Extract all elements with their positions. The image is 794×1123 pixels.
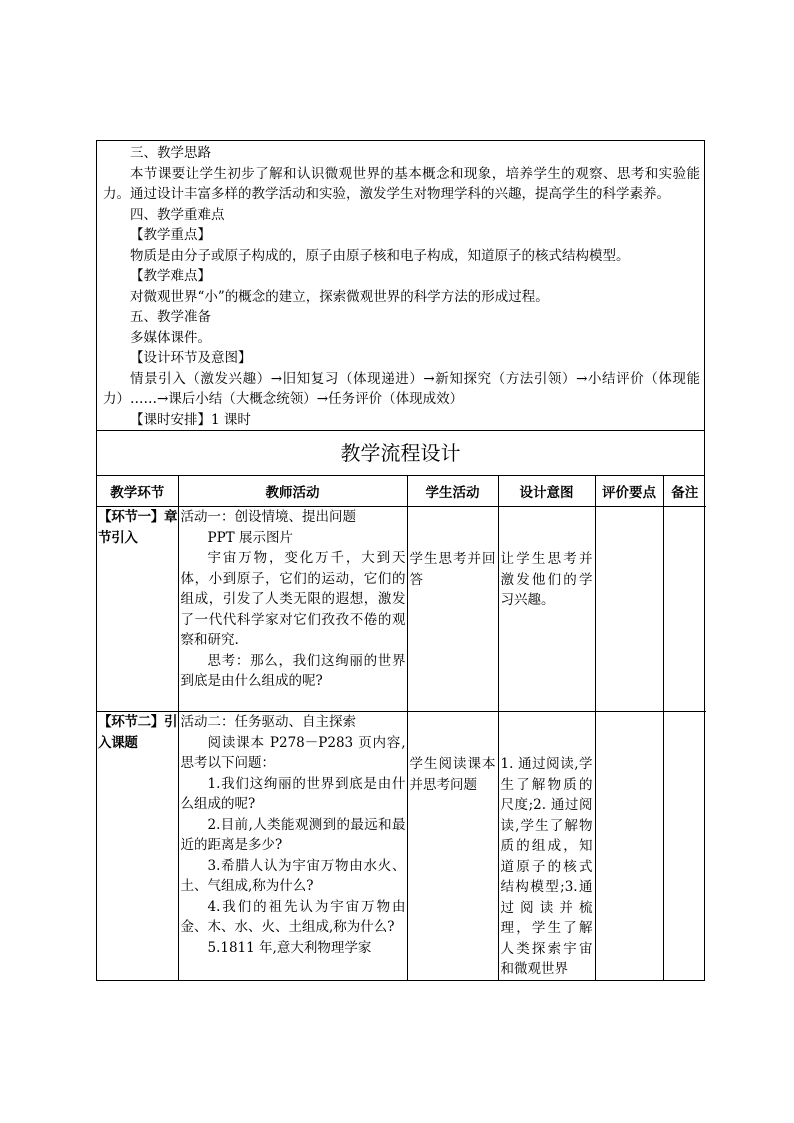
- teacher-activity-line: 2.目前,人类能观测到的最远和最近的距离是多少?: [180, 816, 406, 853]
- teacher-activity-line: 5.1811 年,意大利物理学家: [207, 939, 372, 956]
- cell-spacer: [410, 528, 496, 549]
- teacher-activity-line: 阅读课本 P278－P283 页内容,思考以下问题：: [180, 734, 406, 771]
- teaching-flow-table: [97, 476, 706, 980]
- design-intent-cell: [498, 507, 595, 712]
- design-intent-text: 1. 通过阅读,学生了解物质的尺度;2. 通过阅读,学生了解物质的组成，知道原子的核式结构模型;3.通过阅读并梳理，学生了解人类探索宇宙和微观世界: [500, 756, 593, 977]
- teacher-activity-line: PPT 展示图片: [207, 529, 293, 546]
- evaluation-points-cell: [595, 507, 663, 712]
- teacher-activity-line: 1.我们这绚丽的世界到底是由什么组成的呢?: [180, 775, 406, 812]
- lesson-plan-frame: [96, 140, 705, 981]
- design-intent-cell: [498, 712, 595, 980]
- teaching-approach-section: [97, 141, 704, 431]
- header-teacher-activity: 教师活动: [178, 476, 407, 507]
- intro-paragraph: 情景引入（激发兴趣）→旧知复习（体现递进）→新知探究（方法引领）→小结评价（体现能力）……→课后小结（大概念统领）→任务评价（体现成效）: [103, 370, 700, 407]
- teacher-activity-line: 活动一：创设情境、提出问题: [180, 509, 356, 525]
- header-evaluation-points: 评价要点: [595, 476, 663, 507]
- student-activity-text: 学生思考并回答: [409, 551, 496, 588]
- intro-paragraph: 【教学重点】: [130, 227, 211, 243]
- intro-paragraph: 四、教学重难点: [130, 206, 225, 223]
- student-activity-cell: [407, 712, 498, 980]
- teacher-activity-cell: [178, 712, 407, 980]
- notes-cell: [663, 712, 706, 980]
- intro-paragraph: 本节课要让学生初步了解和认识微观世界的基本概念和现象，培养学生的观察、思考和实验能力。通过设计丰富多样的教学活动和实验，激发学生对物理学科的兴趣，提高学生的科学素养。: [103, 165, 700, 202]
- intro-paragraph: 【课时安排】1 课时: [130, 411, 251, 428]
- teacher-activity-cell: [178, 507, 407, 712]
- intro-paragraph: 多媒体课件。: [130, 329, 211, 346]
- section-cell: 【环节二】引入课题: [97, 712, 178, 980]
- intro-paragraph: 【教学难点】: [130, 268, 211, 284]
- cell-spacer: [501, 733, 593, 754]
- header-section: 教学环节: [97, 476, 178, 507]
- teacher-activity-line: 思考：那么，我们这绚丽的世界到底是由什么组成的呢?: [180, 652, 406, 689]
- cell-spacer: [501, 712, 593, 733]
- teacher-activity-line: 4.我们的祖先认为宇宙万物由金、木、水、火、土组成,称为什么?: [180, 898, 406, 935]
- design-intent-text: 让学生思考并激发他们的学习兴趣。: [500, 551, 593, 608]
- header-design-intent: 设计意图: [498, 476, 595, 507]
- student-activity-cell: [407, 507, 498, 712]
- intro-paragraph: 三、教学思路: [130, 145, 211, 161]
- table-row: [97, 712, 706, 980]
- intro-paragraph: 对微观世界“小”的概念的建立，探索微观世界的科学方法的形成过程。: [130, 288, 549, 305]
- evaluation-points-cell: [595, 712, 663, 980]
- table-row: [97, 507, 706, 712]
- cell-spacer: [410, 733, 496, 754]
- table-header-row: [97, 476, 706, 507]
- teacher-activity-line: 活动二：任务驱动、自主探索: [180, 714, 356, 730]
- cell-spacer: [501, 507, 593, 528]
- teacher-activity-line: 3.希腊人认为宇宙万物由水火、土、气组成,称为什么?: [180, 857, 406, 894]
- intro-paragraph: 物质是由分子或原子构成的，原子由原子核和电子构成，知道原子的核式结构模型。: [130, 247, 630, 264]
- header-notes: 备注: [663, 476, 706, 507]
- notes-cell: [663, 507, 706, 712]
- cell-spacer: [410, 507, 496, 528]
- cell-spacer: [410, 712, 496, 733]
- teacher-activity-line: 宇宙万物，变化万千，大到天体，小到原子，它们的运动，它们的组成，引发了人类无限的遐想，激发了一代代科学家对它们孜孜不倦的观察和研究.: [180, 550, 406, 648]
- intro-paragraph: 【设计环节及意图】: [130, 350, 252, 366]
- cell-spacer: [501, 528, 593, 549]
- intro-paragraph: 五、教学准备: [130, 309, 211, 325]
- section-cell: 【环节一】章节引入: [97, 507, 178, 712]
- flow-design-title: 教学流程设计: [97, 431, 704, 476]
- student-activity-text: 学生阅读课本并思考问题: [409, 756, 496, 793]
- header-student-activity: 学生活动: [407, 476, 498, 507]
